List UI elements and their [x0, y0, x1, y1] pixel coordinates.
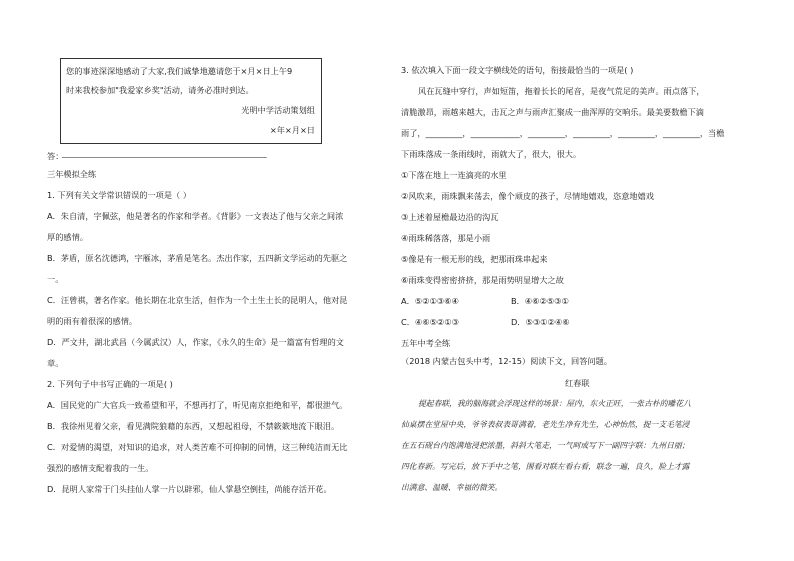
q2-option-a: A．国民党的广大官兵一致希望和平，不想再打了，听见南京拒绝和平，都很泄气。: [47, 400, 348, 410]
section-title-three-year: 三年模拟全练: [47, 169, 97, 179]
article-line-2: 仙桌摆在堂屋中央，爷爷表叔表哥满着，老先生净有先生，心神怡然，捉一支毛笔浸: [401, 420, 690, 429]
notice-line-1: 您的事迹深深地感动了大家,我们诚挚地邀请您于×月×日上午9: [66, 66, 293, 76]
q3-sentence-1: ①下落在地上一连滴亮的水里: [401, 170, 507, 180]
q3-choice-c: C．④⑥⑤②①③: [401, 317, 459, 327]
q3-choice-b: B．④⑥②⑤③①: [511, 296, 569, 306]
q2-option-d: D．昆明人家常于门头挂仙人掌一片以辟邪，仙人掌悬空倒挂，尚能存活开花。: [47, 484, 332, 494]
q1-option-b-line1: B．茅盾，原名沈德鸿，字雁冰，茅盾是笔名。杰出作家，五四新文学运动的先驱之: [47, 253, 348, 263]
q3-passage-line3: 雨了，_________，____________，_________，_________，_________，_________，当檐: [401, 128, 725, 138]
q2-option-c-line1: C．对爱情的渴望，对知识的追求，对人类苦难不可抑制的同情，这三种纯洁而无比: [47, 442, 348, 452]
article-title: 红春联: [565, 378, 590, 388]
q3-stem: 3. 依次填入下面一段文字横线处的语句，衔接最恰当的一项是( ): [401, 65, 634, 75]
answer-blank: ______________________________________________________________: [62, 150, 267, 158]
answer-label: 答：: [47, 151, 64, 161]
q2-option-c-line2: 强烈的感情支配着我的一生。: [47, 463, 154, 473]
q3-passage-line4: 下雨珠落成一条雨线时，雨就大了，很大，很大。: [401, 149, 582, 159]
q2-stem: 2. 下列句子中书写正确的一项是( ): [47, 379, 173, 389]
q1-option-c-line2: 明的雨有着很深的感情。: [47, 316, 138, 326]
q3-choice-d: D．⑤③①②④⑥: [511, 317, 570, 327]
notice-date: ×年×月×日: [269, 125, 315, 135]
reading-source: （2018 内蒙古包头中考，12-15）阅读下文，回答问题。: [401, 356, 612, 366]
q1-option-d-line1: D．严文井，湖北武昌（今属武汉）人，作家，《永久的生命》是一篇富有哲理的文: [47, 337, 344, 347]
q1-stem: 1. 下列有关文学常识错误的一项是（ ）: [47, 190, 192, 200]
q3-passage-line2: 清脆激昂，雨越来越大，击瓦之声与雨声汇聚成一曲浑厚的交响乐。最美要数檐下滴: [401, 107, 704, 117]
q3-sentence-2: ②风吹来，雨珠飘来荡去，像个顽皮的孩子，尽情地嬉戏，恣意地嬉戏: [401, 191, 654, 201]
article-line-5: 出满意、温暖、幸福的微笑。: [401, 483, 503, 492]
notice-line-2: 时来我校参加"我爱家乡奖"活动，请务必准时到达。: [66, 85, 254, 95]
article-line-4: 四化春新。写完后，放下手中之笔，围看对联左看右看，联念一遍，良久，脸上才露: [401, 462, 690, 471]
article-line-3: 在五石砚台内饱满地浸把浓墨，斜斜大笔走，一气呵成写下一副四字联：九州日丽；: [401, 441, 690, 450]
q1-option-a-line2: 厚的感情。: [47, 232, 88, 242]
article-line-1: 提起春联，我的脑海就会浮现这样的场景：屋内，东火正旺，一张古朴的雕花八: [418, 399, 691, 408]
q3-sentence-6: ⑥雨珠变得密密挤挤，那是雨势明显增大之故: [401, 275, 564, 285]
q1-option-c-line1: C．汪曾祺，著名作家。他长期在北京生活，但作为一个土生土长的昆明人，他对昆: [47, 295, 348, 305]
q3-sentence-5: ⑤像是有一根无形的线，把那雨珠串起来: [401, 254, 548, 264]
q3-passage-line1: 风在瓦缝中穿行，声如短笛，拖着长长的尾音，是夜气荒足的美声。雨点落下，: [418, 86, 705, 96]
q3-sentence-4: ④雨珠稀落落，那是小雨: [401, 233, 491, 243]
q2-option-b: B．我徐州见着父亲，看见满院狼藉的东西，又想起祖母，不禁簌簌地流下眼泪。: [47, 421, 340, 431]
section-title-five-year: 五年中考全练: [401, 338, 451, 348]
q1-option-a-line1: A．朱自清，字佩弦，他是著名的作家和学者。《背影》一文表达了他与父亲之间浓: [47, 211, 344, 221]
q1-option-d-line2: 章。: [47, 358, 64, 368]
q1-option-b-line2: 一。: [47, 274, 64, 284]
notice-signature: 光明中学活动策划组: [241, 105, 315, 115]
q3-choice-a: A．⑤②①③⑥④: [401, 296, 459, 306]
invitation-notice-box: [60, 58, 322, 144]
q3-sentence-3: ③上述着屋檐最边沿的沟瓦: [401, 212, 499, 222]
